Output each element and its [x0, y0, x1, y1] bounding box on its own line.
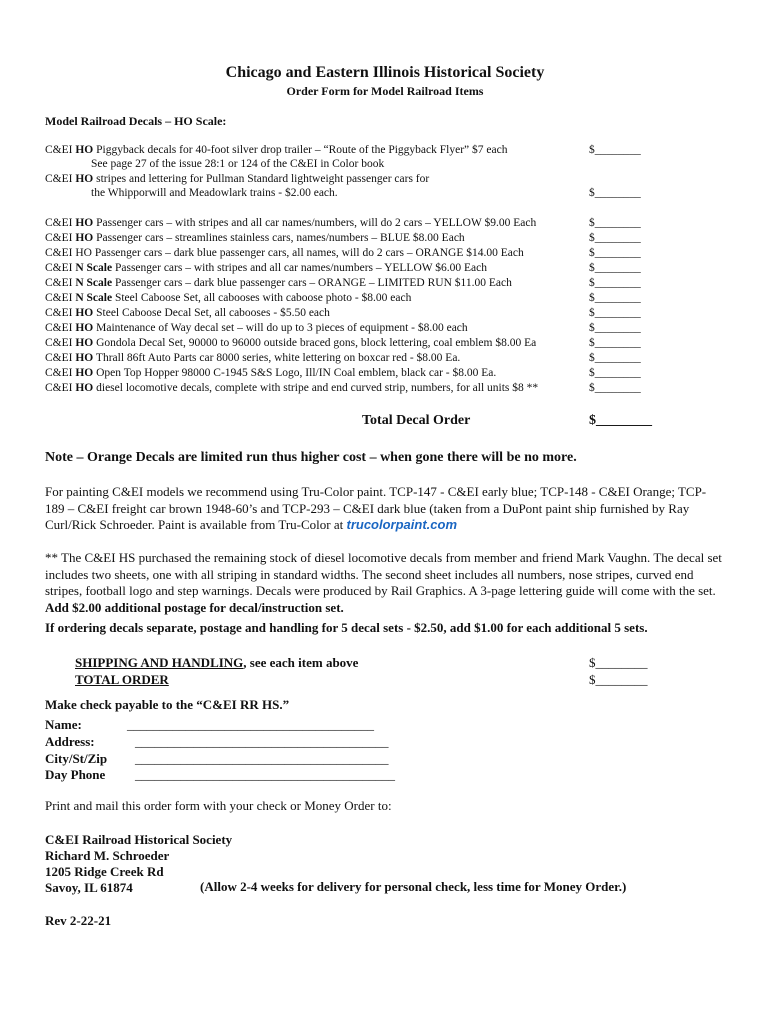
orange-note: Note – Orange Decals are limited run thus higher cost – when gone there will be no more. — [45, 450, 577, 465]
item-line: C&EI HO Gondola Decal Set, 90000 to 96000 outside braced gons, block lettering, coal emblem $8.00 Ea — [45, 337, 537, 349]
item-price[interactable]: $________ — [589, 187, 641, 199]
address-name: Richard M. Schroeder — [45, 848, 170, 863]
address-field[interactable]: _______________________________________ — [135, 734, 389, 749]
shipping-price[interactable]: $________ — [589, 655, 648, 670]
item-line: C&EI HO Thrall 86ft Auto Parts car 8000 series, white lettering on boxcar red - $8.00 Ea. — [45, 352, 461, 364]
city-field[interactable]: _______________________________________ — [135, 751, 389, 766]
item-line: C&EI HO Steel Caboose Decal Set, all cabooses - $5.50 each — [45, 307, 330, 319]
item-line: C&EI HO Passenger cars – dark blue passenger cars, all names, will do 2 cars – ORANGE $14.00 Each — [45, 247, 524, 259]
item-price[interactable]: $________ — [589, 247, 641, 259]
address-org: C&EI Railroad Historical Society — [45, 832, 233, 847]
item-line: C&EI N Scale Passenger cars – dark blue passenger cars – ORANGE – LIMITED RUN $11.00 Each — [45, 277, 512, 289]
item-line: C&EI HO Passenger cars – with stripes and all car names/numbers, will do 2 cars – YELLOW $9.00 Each — [45, 217, 537, 229]
item-line: See page 27 of the issue 28:1 or 124 of the C&EI in Color book — [91, 158, 385, 170]
address-city: Savoy, IL 61874 — [45, 880, 133, 895]
item-line: C&EI HO Passenger cars – streamlines stainless cars, names/numbers – BLUE $8.00 Each — [45, 232, 465, 244]
delivery-note: (Allow 2-4 weeks for delivery for personal check, less time for Money Order.) — [200, 879, 627, 894]
total-decal-label: Total Decal Order — [362, 413, 471, 428]
address-street: 1205 Ridge Creek Rd — [45, 864, 164, 879]
name-field[interactable]: ______________________________________ — [127, 717, 374, 732]
item-line: C&EI N Scale Steel Caboose Set, all cabooses with caboose photo - $8.00 each — [45, 292, 412, 304]
item-price[interactable]: $________ — [589, 217, 641, 229]
phone-field[interactable]: ________________________________________ — [135, 767, 395, 782]
shipping-label: SHIPPING AND HANDLING, see each item above — [75, 655, 359, 670]
item-price[interactable]: $________ — [589, 352, 641, 364]
phone-label: Day Phone — [45, 767, 106, 782]
item-price[interactable]: $________ — [589, 144, 641, 156]
item-price[interactable]: $________ — [589, 322, 641, 334]
painting-paragraph: For painting C&EI models we recommend using Tru-Color paint. TCP-147 - C&EI early blue; TCP-148 - C&EI Orange; TCP-189 – C&EI freight car brown 1948-60’s and TCP-293 – C&EI dark blue (taken from a DuPont paint ship furnished by Ray Curl/Rick Schroeder. Paint is available from Tru-Color at trucolorpaint.com — [45, 484, 707, 532]
item-price[interactable]: $________ — [589, 292, 641, 304]
city-label: City/St/Zip — [45, 751, 108, 766]
trucolor-link[interactable]: trucolorpaint.com — [346, 517, 458, 532]
section-title: Model Railroad Decals – HO Scale: — [45, 114, 227, 128]
total-decal-price[interactable]: $________ — [589, 413, 652, 428]
total-order-label: TOTAL ORDER — [75, 672, 169, 687]
page-subtitle: Order Form for Model Railroad Items — [286, 84, 484, 98]
address-label: Address: — [45, 734, 95, 749]
postage-note: If ordering decals separate, postage and handling for 5 decal sets - $2.50, add $1.00 for each additional 5 sets. — [45, 620, 648, 635]
item-line: the Whipporwill and Meadowlark trains - $2.00 each. — [91, 187, 338, 199]
item-line: C&EI HO diesel locomotive decals, complete with stripe and end curved strip, numbers, for all units $8 ** — [45, 382, 539, 394]
item-price[interactable]: $________ — [589, 232, 641, 244]
item-price[interactable]: $________ — [589, 307, 641, 319]
revision: Rev 2-22-21 — [45, 913, 112, 928]
item-price[interactable]: $________ — [589, 382, 641, 394]
item-line: C&EI HO stripes and lettering for Pullman Standard lightweight passenger cars for — [45, 173, 430, 185]
item-price[interactable]: $________ — [589, 367, 641, 379]
item-line: C&EI HO Piggyback decals for 40-foot silver drop trailer – “Route of the Piggyback Flyer” $7 each — [45, 144, 508, 156]
diesel-paragraph: ** The C&EI HS purchased the remaining stock of diesel locomotive decals from member and friend Mark Vaughn. The decal set includes two sheets, one with all striping in standard widths. The second sheet includes all numbers, nose stripes, curved end stripes, football logo and step warnings. Decals were produced by Rail Graphics. A 3-page lettering guide will come with the set. Add $2.00 additional postage for decal/instruction set. — [45, 550, 722, 615]
item-price[interactable]: $________ — [589, 277, 641, 289]
name-label: Name: — [45, 717, 82, 732]
mail-instructions: Print and mail this order form with your check or Money Order to: — [45, 798, 392, 813]
page-title: Chicago and Eastern Illinois Historical Society — [225, 64, 545, 81]
item-price[interactable]: $________ — [589, 262, 641, 274]
item-line: C&EI HO Open Top Hopper 98000 C-1945 S&S Logo, Ill/IN Coal emblem, black car - $8.00 Ea. — [45, 367, 497, 379]
item-line: C&EI HO Maintenance of Way decal set – will do up to 3 pieces of equipment - $8.00 each — [45, 322, 468, 334]
total-order-price[interactable]: $________ — [589, 672, 648, 687]
item-price[interactable]: $________ — [589, 337, 641, 349]
item-line: C&EI N Scale Passenger cars – with stripes and all car names/numbers – YELLOW $6.00 Each — [45, 262, 488, 274]
payable-note: Make check payable to the “C&EI RR HS.” — [45, 697, 290, 712]
